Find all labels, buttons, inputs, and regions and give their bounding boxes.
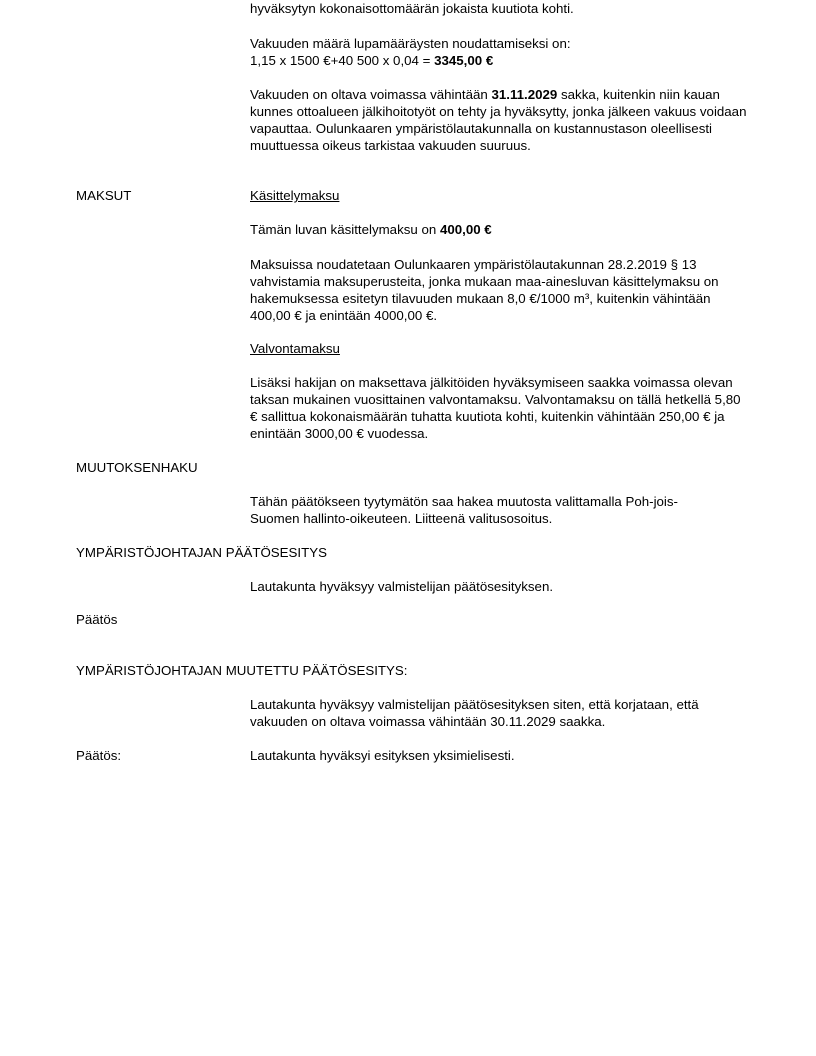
- vakuus-validity-paragraph: [250, 86, 750, 154]
- vakuus-validity-post: sakka, kuitenkin niin kauan kunnes ottoalueen jälkihoitotyöt on tehty ja hyväksytty, jonka jälkeen vakuus voidaan vapauttaa. Oulunkaaren ympäristölautakunnalla on kustannustason oleellisesti muuttuessa oikeus tarkistaa vakuuden suuruus.: [250, 87, 747, 153]
- muutettu-paatosesitys-text: Lautakunta hyväksyy valmistelijan päätösesityksen siten, että korjataan, että vakuuden on oltava voimassa vähintään 30.11.2029 saakka.: [250, 697, 699, 729]
- kasittelymaksu-pre: Tämän luvan käsittelymaksu on: [250, 222, 440, 237]
- kasittelymaksu-amount: 400,00 €: [439, 222, 492, 237]
- section-label-maksut: MAKSUT: [76, 188, 132, 203]
- kasittelymaksu-heading: Käsittelymaksu: [250, 188, 340, 203]
- vakuus-amount-intro: Vakuuden määrä lupamääräysten noudattamiseksi on:: [250, 36, 571, 51]
- paatos-final-text: Lautakunta hyväksyi esityksen yksimielisesti.: [250, 748, 515, 763]
- valvontamaksu-text: Lisäksi hakijan on maksettava jälkitöiden hyväksymiseen saakka voimassa olevan taksan mukainen vuosittainen valvontamaksu. Valvontamaksu on tällä hetkellä 5,80 € sallittua kokonaismäärän tuhatta kuutiota kohti, kuitenkin vähintään 250,00 € ja enintään 3000,00 € vuodessa.: [250, 375, 741, 441]
- vakuus-validity-date: 31.11.2029: [491, 87, 558, 102]
- kasittelymaksu-text: Maksuissa noudatetaan Oulunkaaren ympäristölautakunnan 28.2.2019 § 13 vahvistamia maksuperusteita, jonka mukaan maa-ainesluvan käsittelymaksu on hakemuksessa esitetyn tilavuuden mukaan 8,0 €/1000 m³, kuitenkin vähintään 400,00 € ja enintään 4000,00 €.: [250, 257, 719, 323]
- valvontamaksu-heading: Valvontamaksu: [250, 341, 340, 356]
- vakuus-validity-pre: Vakuuden on oltava voimassa vähintään: [250, 87, 492, 102]
- vakuus-formula-line: [250, 52, 750, 69]
- vakuus-continuation-text: hyväksytyn kokonaisottomäärän jokaista kuutiota kohti.: [250, 1, 574, 16]
- paatosesitys-text: Lautakunta hyväksyy valmistelijan päätösesityksen.: [250, 579, 554, 594]
- section-label-paatos-final: Päätös:: [76, 748, 122, 763]
- section-label-paatos: Päätös: [76, 612, 118, 627]
- vakuus-formula: 1,15 x 1500 €+40 500 x 0,04 =: [250, 53, 435, 68]
- vakuus-amount-paragraph: [250, 35, 750, 69]
- vakuus-amount: 3345,00 €: [434, 53, 494, 68]
- section-label-muutettu-paatosesitys: YMPÄRISTÖJOHTAJAN MUUTETTU PÄÄTÖSESITYS:: [76, 663, 408, 678]
- muutoksenhaku-text: Tähän päätökseen tyytymätön saa hakea muutosta valittamalla Poh-jois-Suomen hallinto-oikeuteen. Liitteenä valitusosoitus.: [250, 494, 678, 526]
- kasittelymaksu-amount-line: [250, 221, 750, 238]
- section-label-muutoksenhaku: MUUTOKSENHAKU: [76, 460, 198, 475]
- section-label-paatosesitys: YMPÄRISTÖJOHTAJAN PÄÄTÖSESITYS: [76, 545, 327, 560]
